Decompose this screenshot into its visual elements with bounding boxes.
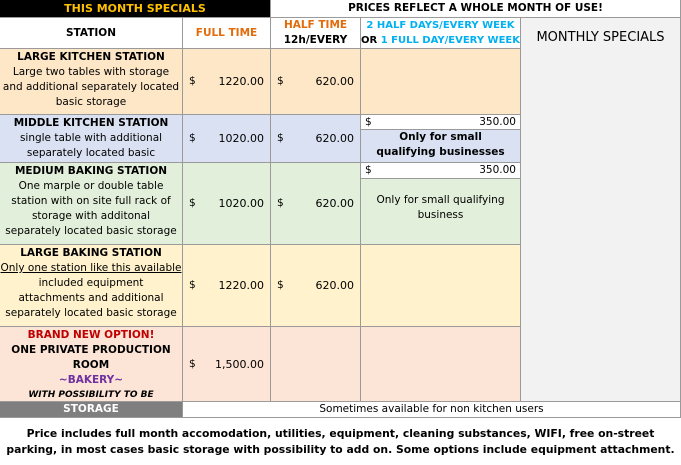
full-time-price: $ 1,500.00	[183, 327, 271, 402]
special-price: $ 350.00	[361, 115, 520, 130]
row-large-kitchen-station	[0, 49, 183, 115]
allergen-note: WITH POSSIBILITY TO BE	[28, 390, 154, 400]
header-half-time	[271, 18, 361, 49]
two-half-special	[361, 163, 521, 245]
full-time-price: $ 1220.00	[183, 245, 271, 327]
full-time-price: $ 1020.00	[183, 163, 271, 245]
station-description: included equipment attachments and additional separately located basic storage	[5, 277, 177, 319]
two-half-cell	[361, 245, 521, 327]
header-half-time-line1: HALF TIME	[283, 19, 348, 31]
station-availability-note: Only one station like this available	[0, 262, 182, 274]
two-half-cell	[361, 327, 521, 402]
bakery-label: ~BAKERY~	[58, 374, 124, 386]
station-name: MEDIUM BAKING STATION	[14, 165, 168, 177]
row-large-baking-station	[0, 245, 183, 327]
header-full-time: FULL TIME	[183, 18, 271, 49]
new-option-badge: BRAND NEW OPTION!	[27, 329, 155, 341]
row-middle-kitchen-station	[0, 115, 183, 163]
half-time-price: $ 620.00	[271, 49, 361, 115]
special-note: Only for small qualifying business	[376, 194, 505, 221]
header-half-time-line2: 12h/EVERY	[283, 34, 348, 46]
storage-text: Sometimes available for non kitchen users	[183, 402, 681, 418]
half-time-cell	[271, 327, 361, 402]
station-name: MIDDLE KITCHEN STATION	[13, 117, 169, 129]
monthly-specials-column	[521, 18, 681, 402]
station-name: LARGE BAKING STATION	[20, 247, 162, 259]
half-time-price: $ 620.00	[271, 163, 361, 245]
header-two-half-line2: OR 1 FULL DAY/EVERY WEEK	[361, 35, 520, 46]
station-name: ONE PRIVATE PRODUCTION ROOM	[11, 344, 171, 371]
title-right: PRICES REFLECT A WHOLE MONTH OF USE!	[271, 0, 681, 18]
station-description: single table with additional separately located basic	[19, 132, 163, 159]
row-medium-baking-station	[0, 163, 183, 245]
header-two-half	[361, 18, 521, 49]
station-description: Large two tables with storage and additional separately located basic storage	[2, 66, 180, 108]
monthly-specials-title: MONTHLY SPECIALS	[536, 30, 665, 45]
half-time-price: $ 620.00	[271, 245, 361, 327]
header-station: STATION	[0, 18, 183, 49]
special-note: Only for small qualifying businesses	[376, 131, 505, 158]
station-description: One marple or double table station with on site full rack of storage with additonal separately located basic storage	[5, 180, 177, 237]
full-time-price: $ 1020.00	[183, 115, 271, 163]
two-half-cell	[361, 49, 521, 115]
special-price: $ 350.00	[361, 163, 520, 179]
row-private-production-room	[0, 327, 183, 402]
header-two-half-line1: 2 HALF DAYS/EVERY WEEK	[366, 20, 515, 31]
full-time-price: $ 1220.00	[183, 49, 271, 115]
storage-label: STORAGE	[0, 402, 183, 418]
station-name: LARGE KITCHEN STATION	[17, 51, 165, 63]
footer-note: Price includes full month accomodation, utilities, equipment, cleaning substances, WIFI, free on-street parking, in most cases basic storage with possibility to add on. Some options include equipment attachment.	[6, 427, 675, 456]
title-left: THIS MONTH SPECIALS	[0, 0, 271, 18]
two-half-special	[361, 115, 521, 163]
half-time-price: $ 620.00	[271, 115, 361, 163]
